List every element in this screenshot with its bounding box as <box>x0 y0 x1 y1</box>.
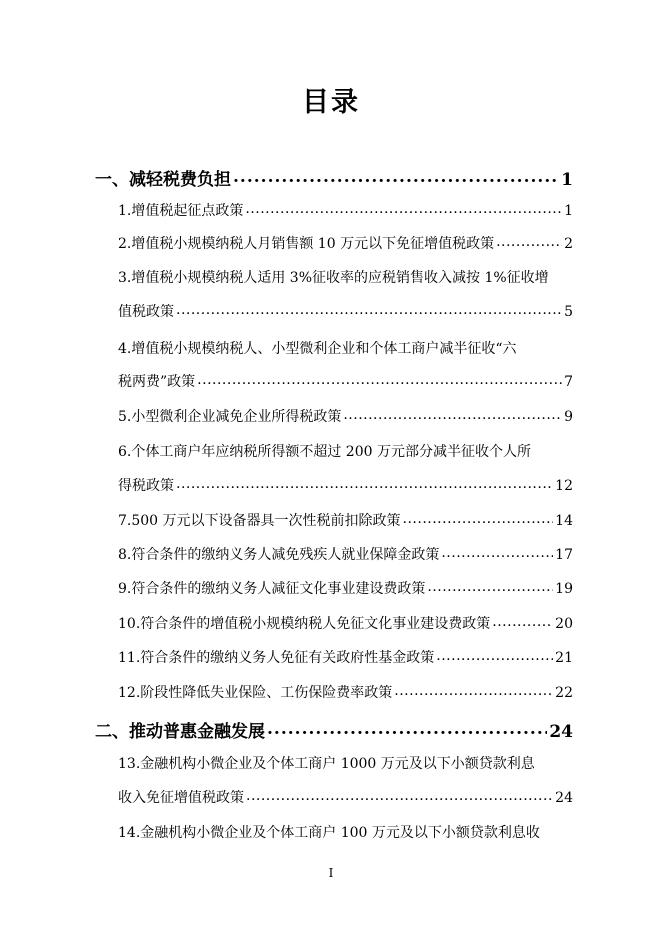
dot-leader <box>492 614 553 628</box>
dot-leader <box>496 234 562 248</box>
toc-item-label: 5.小型微利企业减免企业所得税政策 <box>118 409 342 425</box>
dot-leader <box>394 683 553 697</box>
toc-item[interactable] <box>118 510 573 530</box>
dot-leader <box>403 511 554 525</box>
toc-item[interactable] <box>118 578 573 598</box>
toc-section-label: 二、推动普惠金融发展 <box>95 722 265 742</box>
toc-item[interactable] <box>118 301 573 321</box>
toc-item[interactable] <box>118 787 573 807</box>
toc-section-label: 一、减轻税费负担 <box>95 170 231 190</box>
dot-leader <box>245 201 562 215</box>
dot-leader <box>197 372 562 386</box>
toc-page-number: 9 <box>564 409 573 425</box>
dot-leader <box>233 168 559 185</box>
dot-leader <box>436 648 553 662</box>
toc-item-label[interactable]: 4.增值税小规模纳税人、小型微利企业和个体工商户减半征收“六 <box>118 341 517 357</box>
toc-page-number: 1 <box>564 203 573 219</box>
toc-item[interactable] <box>118 613 573 633</box>
dot-leader <box>176 302 562 316</box>
toc-item-label: 11.符合条件的缴纳义务人免征有关政府性基金政策 <box>118 650 435 666</box>
toc-item-label: 12.阶段性降低失业保险、工伤保险费率政策 <box>118 685 393 701</box>
toc-page-number: 24 <box>555 790 573 806</box>
toc-item-label: 10.符合条件的增值税小规模纳税人免征文化事业建设费政策 <box>118 616 491 632</box>
dot-leader <box>441 545 553 559</box>
toc-item-label: 9.符合条件的缴纳义务人减征文化事业建设费政策 <box>118 581 426 597</box>
toc-page-number: 7 <box>564 374 573 390</box>
toc-item-label[interactable]: 14.金融机构小微企业及个体工商户 100 万元及以下小额贷款利息收 <box>118 825 540 841</box>
toc-page-number: 17 <box>555 547 573 563</box>
toc-section[interactable] <box>95 717 573 742</box>
toc-page-number: 1 <box>561 170 573 190</box>
toc-item-label[interactable]: 13.金融机构小微企业及个体工商户 1000 万元及以下小额贷款利息 <box>118 756 535 772</box>
toc-section[interactable] <box>95 165 573 190</box>
page-number-footer: I <box>328 866 334 880</box>
page-title: 目录 <box>302 87 360 118</box>
toc-item[interactable] <box>118 647 573 667</box>
toc-page-number: 20 <box>555 616 573 632</box>
toc-item-label-continued: 得税政策 <box>118 478 174 494</box>
toc-page-number: 2 <box>564 236 573 252</box>
toc-page-number: 12 <box>555 478 573 494</box>
toc-item-label[interactable]: 6.个体工商户年应纳税所得额不超过 200 万元部分减半征收个人所 <box>118 444 531 460</box>
toc-item-label-continued: 税两费”政策 <box>118 374 196 390</box>
toc-page-number: 14 <box>555 513 573 529</box>
toc-page-number: 22 <box>555 685 573 701</box>
toc-item-label-continued: 收入免征增值税政策 <box>118 790 244 806</box>
toc-page-number: 19 <box>555 581 573 597</box>
dot-leader <box>246 788 553 802</box>
toc-item-label-continued: 值税政策 <box>118 304 174 320</box>
toc-item[interactable] <box>118 544 573 564</box>
toc-item[interactable] <box>118 475 573 495</box>
dot-leader <box>427 579 553 593</box>
toc-page-number: 5 <box>564 304 573 320</box>
toc-item[interactable] <box>118 371 573 391</box>
toc-item-label: 8.符合条件的缴纳义务人减免残疾人就业保障金政策 <box>118 547 440 563</box>
toc-item[interactable] <box>118 682 573 702</box>
dot-leader <box>343 407 562 421</box>
toc-item-label: 7.500 万元以下设备器具一次性税前扣除政策 <box>118 513 401 529</box>
dot-leader <box>176 476 553 490</box>
toc-page-number: 24 <box>549 722 573 742</box>
toc-item-label[interactable]: 3.增值税小规模纳税人适用 3%征收率的应税销售收入减按 1%征收增 <box>118 270 549 286</box>
toc-item-label: 2.增值税小规模纳税人月销售额 10 万元以下免征增值税政策 <box>118 236 495 252</box>
toc-page-number: 21 <box>555 650 573 666</box>
toc-item[interactable] <box>118 200 573 220</box>
toc-item[interactable] <box>118 406 573 426</box>
toc-item-label: 1.增值税起征点政策 <box>118 203 244 219</box>
toc-item[interactable] <box>118 233 573 253</box>
dot-leader <box>267 720 547 737</box>
